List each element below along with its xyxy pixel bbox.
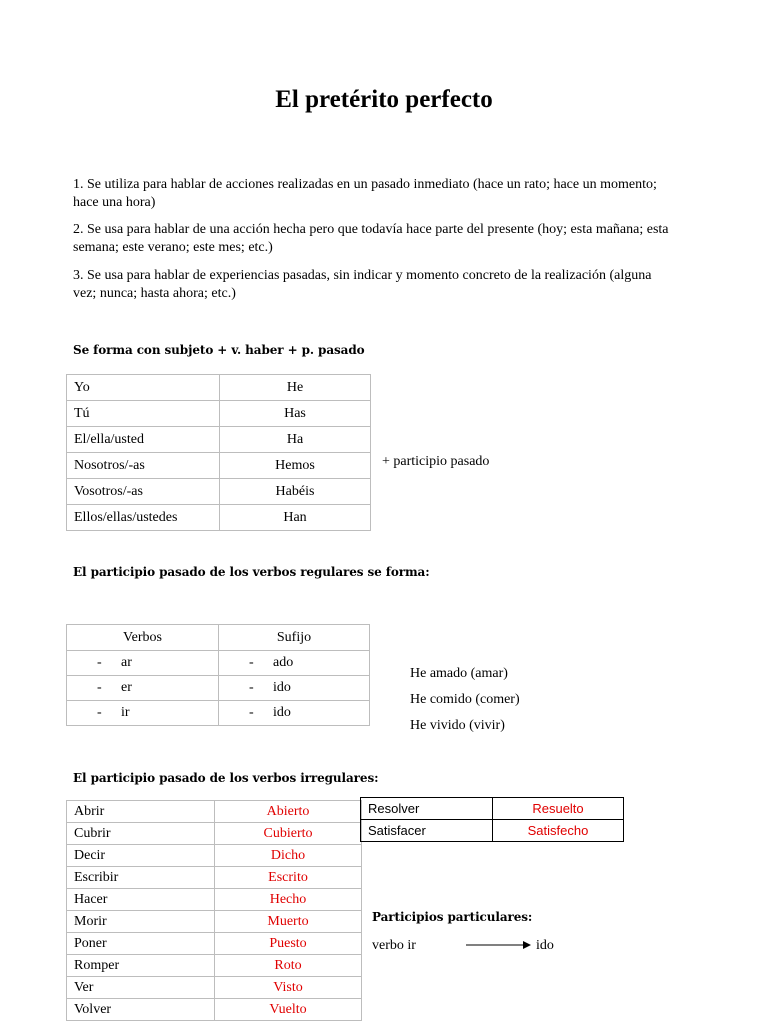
participle-cell: Cubierto xyxy=(215,823,362,845)
verb-cell: Resolver xyxy=(361,798,493,820)
participle-cell: Vuelto xyxy=(215,999,362,1021)
column-header: Sufijo xyxy=(219,625,370,651)
verb-cell: Morir xyxy=(67,911,215,933)
verb-cell: Cubrir xyxy=(67,823,215,845)
formation-heading: Se forma con subjeto + v. haber + p. pasado xyxy=(73,343,365,357)
example-2: He comido (comer) xyxy=(410,692,520,707)
particular-heading: Participios particulares: xyxy=(372,910,533,924)
participle-cell: Resuelto xyxy=(493,798,624,820)
aux-cell: Has xyxy=(220,401,371,427)
table-row xyxy=(67,845,362,867)
table-row xyxy=(67,375,371,401)
table-row xyxy=(67,505,371,531)
table-row xyxy=(67,999,362,1021)
table-row xyxy=(67,977,362,999)
aux-cell: He xyxy=(220,375,371,401)
participle-cell: Dicho xyxy=(215,845,362,867)
irregular-table-extra xyxy=(360,797,624,842)
subject-cell: El/ella/usted xyxy=(67,427,220,453)
use-1: 1. Se utiliza para hablar de acciones realizadas en un pasado inmediato (hace un rato; hace un momento; hace una hora) xyxy=(73,177,657,210)
table-row xyxy=(67,479,371,505)
particular-from: verbo ir xyxy=(372,938,416,953)
suffix-cell: - ado xyxy=(219,651,370,676)
page-title: El pretérito perfecto xyxy=(275,86,493,113)
conjugation-table xyxy=(66,374,371,531)
verb-cell: Escribir xyxy=(67,867,215,889)
verb-cell: Decir xyxy=(67,845,215,867)
table-row xyxy=(67,676,370,701)
arrow-icon xyxy=(466,940,532,952)
irregular-table xyxy=(66,800,362,1021)
table-row xyxy=(67,453,371,479)
example-1: He amado (amar) xyxy=(410,666,508,681)
subject-cell: Ellos/ellas/ustedes xyxy=(67,505,220,531)
table-row xyxy=(67,867,362,889)
table-row xyxy=(67,401,371,427)
subject-cell: Yo xyxy=(67,375,220,401)
participle-cell: Roto xyxy=(215,955,362,977)
participle-cell: Puesto xyxy=(215,933,362,955)
aux-cell: Habéis xyxy=(220,479,371,505)
participle-cell: Visto xyxy=(215,977,362,999)
aux-cell: Han xyxy=(220,505,371,531)
verb-ending-cell: - er xyxy=(67,676,219,701)
example-3: He vivido (vivir) xyxy=(410,718,505,733)
participle-cell: Abierto xyxy=(215,801,362,823)
table-row xyxy=(67,427,371,453)
subject-cell: Tú xyxy=(67,401,220,427)
verb-cell: Hacer xyxy=(67,889,215,911)
column-header: Verbos xyxy=(67,625,219,651)
aux-cell: Hemos xyxy=(220,453,371,479)
participle-cell: Muerto xyxy=(215,911,362,933)
particular-to: ido xyxy=(536,938,554,953)
aux-cell: Ha xyxy=(220,427,371,453)
participle-cell: Hecho xyxy=(215,889,362,911)
use-3: 3. Se usa para hablar de experiencias pasadas, sin indicar y momento concreto de la realización (alguna vez; nunca; hasta ahora; etc.) xyxy=(73,268,652,301)
subject-cell: Vosotros/-as xyxy=(67,479,220,505)
participle-cell: Satisfecho xyxy=(493,820,624,842)
table-row xyxy=(67,933,362,955)
regular-heading: El participio pasado de los verbos regulares se forma: xyxy=(73,565,430,579)
table-row xyxy=(67,701,370,726)
table-row xyxy=(67,911,362,933)
subject-cell: Nosotros/-as xyxy=(67,453,220,479)
table-row xyxy=(67,955,362,977)
suffix-cell: - ido xyxy=(219,701,370,726)
verb-cell: Romper xyxy=(67,955,215,977)
table-row xyxy=(67,889,362,911)
verb-cell: Volver xyxy=(67,999,215,1021)
participle-cell: Escrito xyxy=(215,867,362,889)
table-row xyxy=(361,798,624,820)
table-row xyxy=(67,823,362,845)
suffix-cell: - ido xyxy=(219,676,370,701)
irregular-heading: El participio pasado de los verbos irregulares: xyxy=(73,771,379,785)
verb-cell: Poner xyxy=(67,933,215,955)
table-row xyxy=(67,625,370,651)
verb-cell: Ver xyxy=(67,977,215,999)
participle-note: + participio pasado xyxy=(382,454,490,469)
verb-ending-cell: - ar xyxy=(67,651,219,676)
verb-cell: Satisfacer xyxy=(361,820,493,842)
verb-ending-cell: - ir xyxy=(67,701,219,726)
use-2: 2. Se usa para hablar de una acción hecha pero que todavía hace parte del presente (hoy; esta mañana; esta semana; este verano; este mes; etc.) xyxy=(73,222,669,255)
verb-cell: Abrir xyxy=(67,801,215,823)
table-row xyxy=(67,801,362,823)
table-row xyxy=(361,820,624,842)
table-row xyxy=(67,651,370,676)
suffix-table xyxy=(66,624,370,726)
